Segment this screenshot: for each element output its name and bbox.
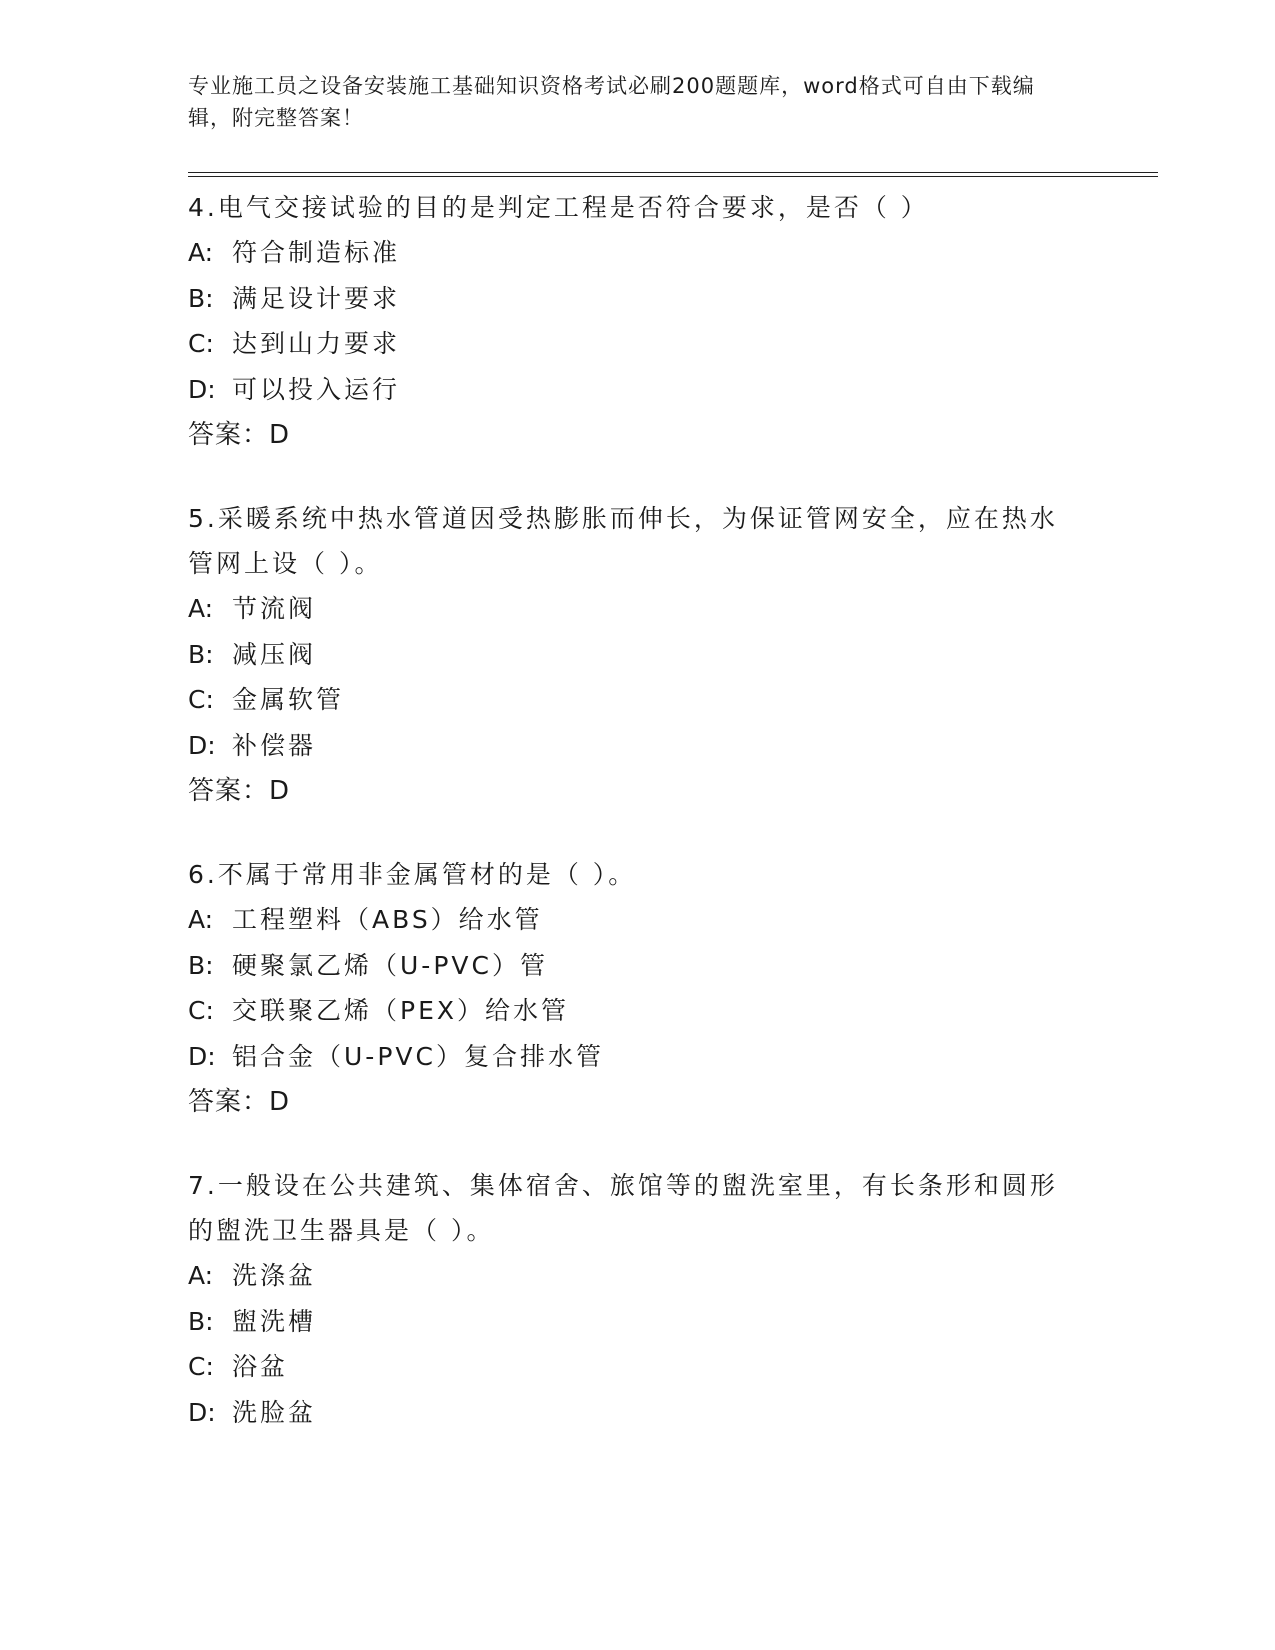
option-key: B:	[188, 1306, 214, 1336]
option-d	[188, 1034, 1158, 1080]
answer-line: 答案：D	[188, 776, 291, 806]
option-a	[188, 1253, 1158, 1299]
question-6	[188, 852, 1158, 1125]
option-text: 节流阀	[232, 594, 317, 623]
option-key: C:	[188, 996, 214, 1025]
option-b	[188, 276, 1158, 322]
option-text: 补偿器	[232, 730, 317, 760]
option-b	[188, 1299, 1158, 1345]
option-b	[188, 943, 1158, 989]
option-key: B:	[188, 283, 214, 313]
option-text: 符合制造标准	[232, 238, 401, 267]
option-text: 交联聚乙烯（PEX）给水管	[232, 996, 569, 1025]
option-key: B:	[188, 950, 214, 980]
option-key: D:	[188, 1397, 216, 1427]
option-c	[188, 988, 1158, 1034]
answer-line: 答案：D	[188, 1087, 291, 1117]
option-text: 盥洗槽	[232, 1306, 317, 1336]
option-key: B:	[188, 639, 214, 669]
option-text: 浴盆	[232, 1352, 289, 1381]
option-a	[188, 230, 1158, 276]
option-c	[188, 1344, 1158, 1390]
question-7	[188, 1163, 1158, 1435]
option-key: A:	[188, 238, 214, 267]
option-d	[188, 367, 1158, 413]
option-text: 洗脸盆	[232, 1397, 317, 1427]
option-key: A:	[188, 594, 214, 623]
option-c	[188, 677, 1158, 723]
question-title: 7.一般设在公共建筑、集体宿舍、旅馆等的盥洗室里，有长条形和圆形的盥洗卫生器具是（ ）。	[188, 1171, 1058, 1245]
option-key: C:	[188, 685, 214, 714]
document-header: 专业施工员之设备安装施工基础知识资格考试必刷200题题库，word格式可自由下载编辑，附完整答案！	[188, 74, 1035, 130]
option-c	[188, 321, 1158, 367]
option-text: 达到山力要求	[232, 329, 401, 358]
option-key: D:	[188, 730, 216, 760]
document-page	[188, 70, 1158, 1435]
option-key: A:	[188, 905, 214, 934]
option-key: A:	[188, 1261, 214, 1290]
question-4	[188, 185, 1158, 458]
answer-line: 答案：D	[188, 420, 291, 450]
option-key: C:	[188, 1352, 214, 1381]
option-text: 铝合金（U-PVC）复合排水管	[232, 1041, 604, 1071]
option-text: 减压阀	[232, 639, 317, 669]
option-text: 金属软管	[232, 685, 345, 714]
option-a	[188, 586, 1158, 632]
option-text: 工程塑料（ABS）给水管	[232, 905, 543, 934]
question-title: 5.采暖系统中热水管道因受热膨胀而伸长，为保证管网安全，应在热水管网上设（ ）。	[188, 504, 1058, 578]
question-5	[188, 496, 1158, 814]
option-a	[188, 897, 1158, 943]
option-key: C:	[188, 329, 214, 358]
header-divider	[188, 172, 1158, 177]
question-title: 6.不属于常用非金属管材的是（ ）。	[188, 860, 637, 889]
option-text: 硬聚氯乙烯（U-PVC）管	[232, 950, 548, 980]
option-key: D:	[188, 1041, 216, 1071]
option-key: D:	[188, 374, 216, 404]
option-text: 满足设计要求	[232, 283, 401, 313]
question-title: 4.电气交接试验的目的是判定工程是否符合要求，是否（ ）	[188, 193, 929, 222]
option-d	[188, 723, 1158, 769]
option-d	[188, 1390, 1158, 1436]
option-b	[188, 632, 1158, 678]
option-text: 洗涤盆	[232, 1261, 317, 1290]
option-text: 可以投入运行	[232, 374, 401, 404]
